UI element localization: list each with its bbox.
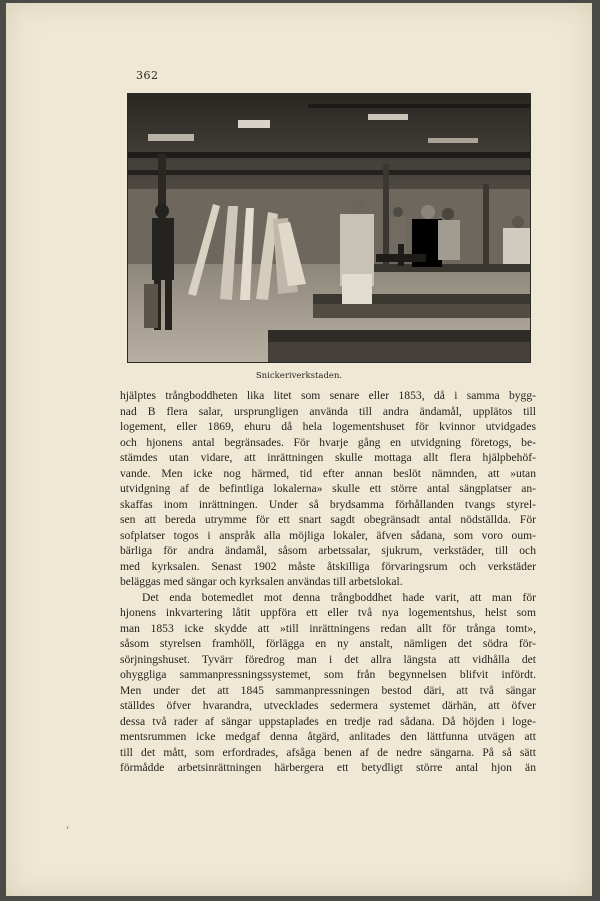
workshop-illustration — [128, 94, 530, 362]
text-line: hjonens inkvartering låtit uppföra ett eller två nya logementshus, helst som — [120, 606, 536, 619]
text-line: förmådde arbetsinrättningen härbergera ett betydligt större antal hjon än — [120, 761, 536, 774]
text-line: sen att bereda utrymme för ett snart sagdt obegränsadt antal nödställda. För — [120, 513, 536, 526]
text-line: stämdes utan vidare, att inrättningen skulle mottaga allt flera hjälpbehöf- — [120, 451, 536, 464]
text-line: nad B flera salar, ursprungligen använda till andra ändamål, upplätos till — [120, 404, 536, 418]
workshop-photograph — [127, 93, 531, 363]
text-line: ohyggliga sammanpressningssystemet, som från begynnelsen blifvit infördt. — [120, 668, 536, 681]
text-line: hjälptes trångboddheten lika litet som senare eller 1853, då i samma bygg- — [120, 389, 536, 402]
text-line: utvidgning af de befintliga lokalerna» skulle ett större antal sängplatser an- — [120, 482, 536, 495]
text-line: Det enda botemedlet mot denna trångboddhet hade varit, att man för — [142, 590, 536, 604]
text-line: mentsrummen icke medgaf denna åtgärd, anlitades den lättfunna utvägen att — [120, 730, 536, 743]
text-line: bärliga för andra ändamål, såsom arbetssalar, sjukrum, verkstäder, till och — [120, 544, 536, 557]
text-line: sofplatser togos i anspråk alla möjliga lokaler, äfven sådana, som voro oum- — [120, 528, 536, 542]
body-text — [120, 388, 536, 776]
text-line: vande. Men icke nog härmed, tid efter annan beslöt nämnden, att »utan — [120, 466, 536, 480]
page-number: 362 — [136, 69, 159, 82]
text-line: till det mått, som erfordrades, afsåga benen af de nedre sängarna. På så sätt — [120, 745, 536, 759]
document-page — [6, 3, 592, 896]
margin-mark: ’ — [66, 826, 70, 837]
text-line: såsom styrelsen framhöll, förlägga en ny anstalt, nämligen det södra för- — [120, 637, 536, 650]
paragraph-2 — [120, 590, 536, 776]
figure-caption: Snickeriverkstaden. — [255, 371, 343, 381]
text-line: ställdes öfver hvarandra, utvecklades sedermera systemet därhän, att öfver — [120, 699, 536, 712]
text-line: med kyrksalen. Senast 1902 måste åtskilliga förvaringsrum och verkstäder — [120, 559, 536, 573]
paragraph-1 — [120, 388, 536, 590]
text-line: dessa två rader af sängar uppstaplades en tredje rad sådana. Då höjden i loge- — [120, 714, 536, 728]
text-line: sörjningshuset. Tyvärr föredrog man i det allra längsta att vidhålla det — [120, 652, 536, 666]
text-line: beläggas med sängar och kyrksalen användas till arbetslokal. — [120, 575, 403, 588]
text-line: Men under det att 1845 sammanpressningen bestod däri, att två sängar — [120, 683, 536, 697]
text-line: skaffas inom inrättningen. Under så brydsamma förhållanden tvangs styrel- — [120, 497, 536, 511]
text-line: och hjonens antal begränsades. För hvarje gång en utvidgning företogs, be- — [120, 435, 536, 449]
text-line: logement, eller 1869, ehuru då hela logementshuset för kvinnor utvidgades — [120, 420, 536, 433]
text-line: man 1853 icke skydde att »till inrättningens redan allt för trånga tomt», — [120, 621, 536, 635]
